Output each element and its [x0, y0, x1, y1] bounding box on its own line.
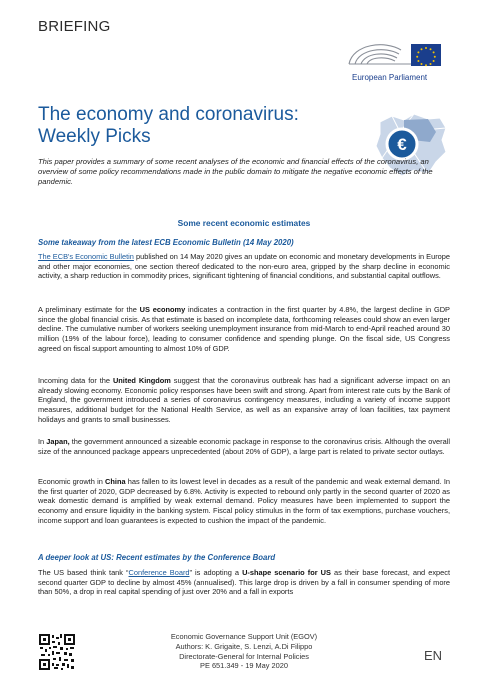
paragraph-text: ” is adopting a: [189, 568, 243, 577]
paragraph-ecb-bulletin: [38, 252, 450, 281]
bold-china: China: [105, 477, 126, 486]
paragraph-text: A preliminary estimate for the: [38, 305, 140, 314]
paragraph-us: [38, 305, 450, 354]
intro-paragraph: This paper provides a summary of some recent analyses of the economic and financial effects of the coronavirus, an overview of some policy recommendations made in the public domain to mitigate the negative economic effects of the pandemic.: [38, 157, 433, 186]
subheading-conference-board: A deeper look at US: Recent estimates by the Conference Board: [38, 553, 276, 562]
logo-text: European Parliament: [352, 73, 428, 82]
paragraph-text: has fallen to its lowest level in decades as a result of the pandemic and weak external demand. In the first quarter of 2020, GDP decreased by 6.8%. Activity is expected to rebound only partly in the second quarter of 2020 as weak domestic demand is amplified by weak external demand. Policy measures have been implemented to support the economy and ensure liquidity in the banking system. Fiscal policy stimulus in the form of tax exemptions, purchase vouchers, income support and loan guarantees is expected to cushion the impact of the pandemic.: [38, 477, 450, 525]
briefing-label: BRIEFING: [38, 18, 111, 35]
footer-reference: PE 651.349 - 19 May 2020: [200, 661, 288, 671]
footer-unit: Economic Governance Support Unit (EGOV): [170, 632, 318, 641]
bold-japan: Japan,: [46, 437, 70, 446]
paragraph-text: published on 14 May 2020 gives an update on economic and monetary developments in Europe and other major economies, one section thereof dedicated to the non-euro area, gripped by the sharp decline in economic activity, a sharp reduction in commodity prices, significant tightening of financial conditions, and substantial capital outflows.: [38, 252, 450, 281]
bold-u-shape-scenario: U-shape scenario for US: [242, 568, 331, 577]
paragraph-japan: [38, 437, 450, 456]
paragraph-conference-board: [38, 568, 450, 597]
title-line-2: Weekly Picks: [38, 126, 151, 147]
page-title: [38, 104, 348, 148]
conference-board-link[interactable]: Conference Board: [128, 568, 190, 577]
bold-us-economy: US economy: [139, 305, 186, 314]
svg-text:€: €: [397, 135, 407, 154]
footer-directorate: Directorate-General for Internal Policies: [179, 651, 309, 661]
title-line-1: The economy and coronavirus:: [38, 104, 299, 125]
footer: [0, 632, 488, 671]
paragraph-text: Incoming data for the: [38, 376, 113, 385]
section-heading-estimates: Some recent economic estimates: [177, 218, 311, 228]
hemicycle-icon: [349, 45, 411, 64]
paragraph-text: The US based think tank “: [38, 568, 129, 577]
paragraph-text: as their base forecast, and expect second quarter GDP to decline by almost 45% (annualised). This large drop is driven by a fall in consumer spending of more than 50%, a drop in real capital spending of just over 20% and a fall in exports: [38, 568, 451, 597]
paragraph-text: In: [38, 437, 47, 446]
paragraph-uk: [38, 376, 450, 425]
paragraph-text: suggest that the coronavirus outbreak has had a significant adverse impact on an already slowing economy. Economic policy responses have been swift and strong. Apart from interest rate cuts by the Bank of England, the government introduced a series of coronavirus contingency measures, including a variety of income support measures, additional budget for the National Health Service, as well as an expansive array of loan facilities, tax payment holidays and grants to small businesses.: [38, 376, 450, 424]
bold-united-kingdom: United Kingdom: [112, 376, 171, 385]
language-code: EN: [424, 648, 443, 663]
paragraph-text: indicates a contraction in the first quarter by 4.8%, the largest decline in GDP since the global financial crisis. As that estimate is based on incomplete data, forthcoming releases could show an even larger decline. The cumulative number of workers seeking unemployment insurance from mid-March to end-April reached around 30 million (19% of the labour force), leading to consumer confidence and spending plunge. On the fiscal side, US Congress agreed on fiscal support amounting to almost 10% of GDP.: [38, 305, 450, 353]
paragraph-text: the government announced a sizeable economic package in response to the coronavirus crisis. Although the overall size of the announced package appears unprecedented (about 20% of GDP), a large part is related to private sector outlays.: [38, 437, 451, 456]
footer-authors: Authors: K. Grigaite, S. Lenzi, A.Di Filippo: [175, 641, 313, 651]
ecb-bulletin-link[interactable]: The ECB's Economic Bulletin: [38, 252, 134, 261]
paragraph-text: Economic growth in: [38, 477, 106, 486]
subheading-ecb-bulletin: Some takeaway from the latest ECB Economic Bulletin (14 May 2020): [38, 238, 294, 247]
paragraph-china: [38, 477, 450, 526]
